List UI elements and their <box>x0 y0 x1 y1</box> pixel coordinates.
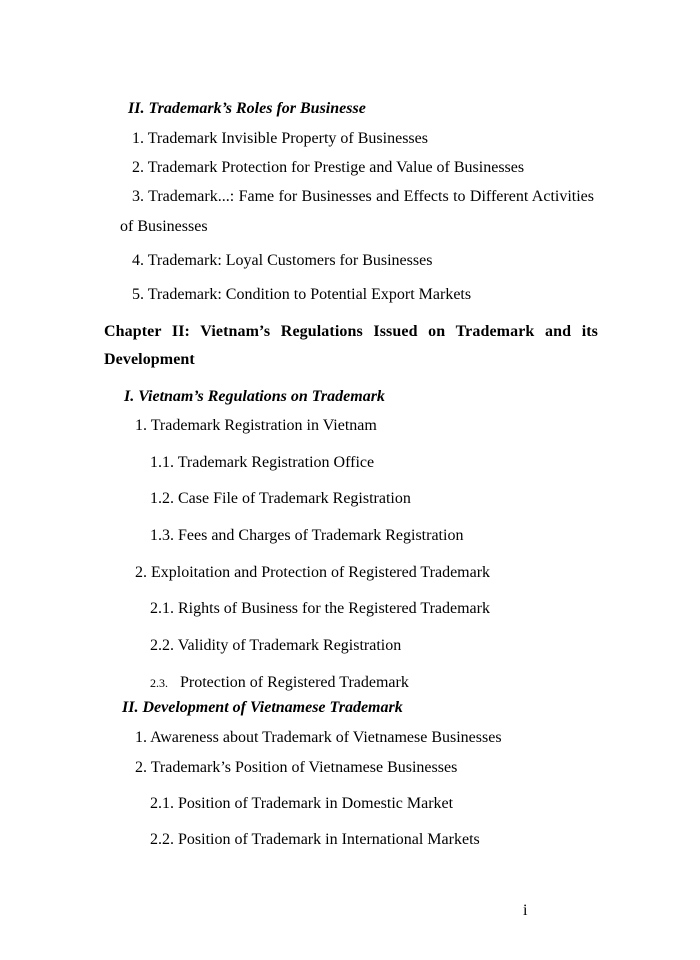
toc-subentry: 2.1. Position of Trademark in Domestic Market <box>150 795 454 812</box>
page-number: i <box>523 902 528 919</box>
toc-subentry: 2.1. Rights of Business for the Registered Trademark <box>150 600 490 617</box>
toc-entry: 2. Trademark Protection for Prestige and Value of Businesses <box>132 159 525 176</box>
toc-entry-continuation: of Businesses <box>120 218 208 235</box>
toc-entry: 1. Awareness about Trademark of Vietnamese Businesses <box>135 729 502 746</box>
toc-entry: 3. Trademark...: Fame for Businesses and Effects to Different Activities <box>132 188 594 205</box>
toc-entry: 2. Exploitation and Protection of Registered Trademark <box>135 564 491 581</box>
toc-subentry: 1.3. Fees and Charges of Trademark Registration <box>150 527 464 544</box>
toc-subentry: 1.1. Trademark Registration Office <box>150 454 375 471</box>
toc-subentry <box>150 673 409 693</box>
section-heading-development: II. Development of Vietnamese Trademark <box>122 699 403 716</box>
toc-entry: 2. Trademark’s Position of Vietnamese Businesses <box>135 759 458 776</box>
section-heading-trademark-roles: II. Trademark’s Roles for Businesse <box>128 100 366 117</box>
toc-subentry: 2.2. Position of Trademark in International Markets <box>150 831 480 848</box>
toc-subentry-number: 2.3. <box>150 676 168 690</box>
toc-subentry: 1.2. Case File of Trademark Registration <box>150 490 411 507</box>
toc-entry: 1. Trademark Invisible Property of Businesses <box>132 130 428 147</box>
toc-subentry-label: Protection of Registered Trademark <box>180 674 409 691</box>
toc-entry: 1. Trademark Registration in Vietnam <box>135 417 377 434</box>
chapter-heading-continuation: Development <box>104 351 195 368</box>
section-heading-regulations: I. Vietnam’s Regulations on Trademark <box>124 388 385 405</box>
chapter-heading: Chapter II: Vietnam’s Regulations Issued on Trademark and its <box>104 323 598 340</box>
toc-subentry: 2.2. Validity of Trademark Registration <box>150 637 402 654</box>
toc-entry: 5. Trademark: Condition to Potential Export Markets <box>132 286 472 303</box>
toc-entry: 4. Trademark: Loyal Customers for Businesses <box>132 252 433 269</box>
